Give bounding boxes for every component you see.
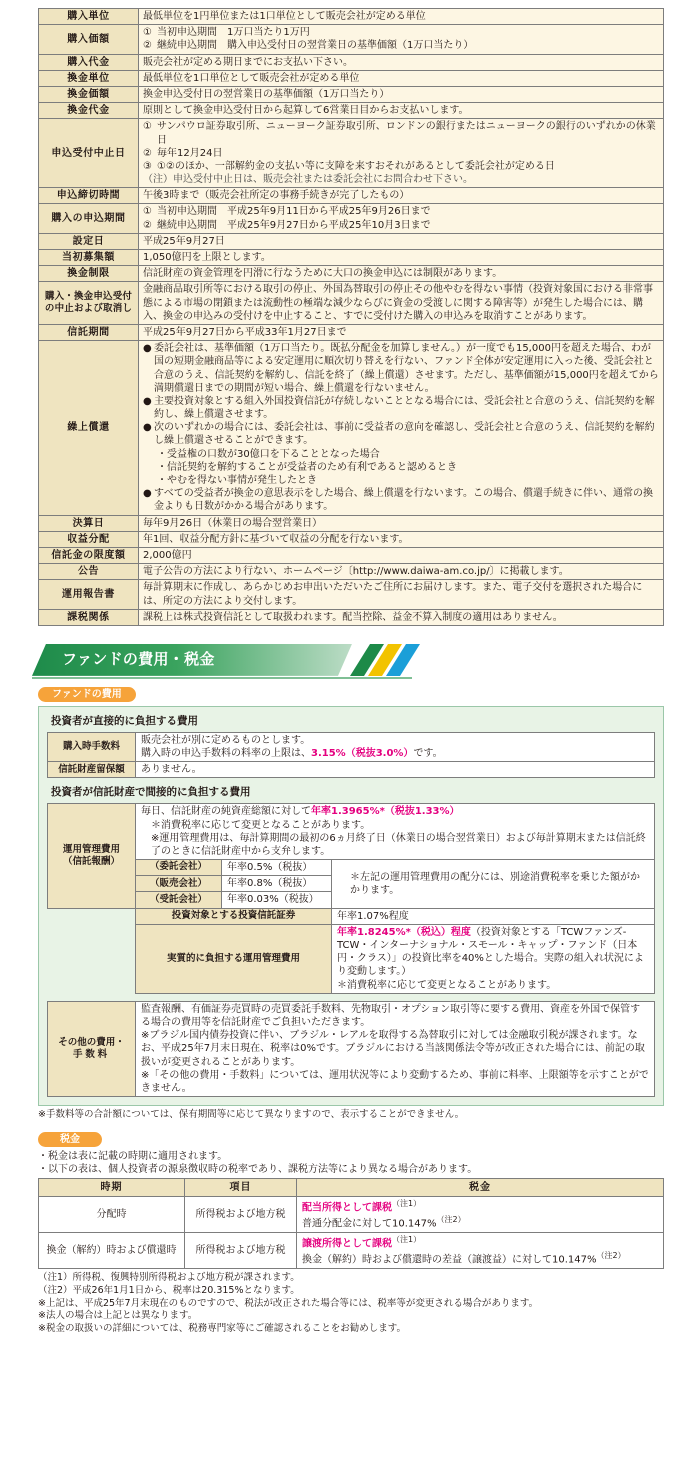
info-row-label: 購入の申込期間 — [39, 204, 139, 233]
direct-cost-table — [47, 732, 655, 779]
info-row-value — [139, 531, 664, 547]
info-line: 電子公告の方法により行ない、ホームページ〔http://www.daiwa-am.co.jp/〕に掲載します。 — [143, 566, 569, 578]
other-fee-note2: ※「その他の費用・手数料」については、運用状況等により変動するため、事前に料率、上限額等を示すことができません。 — [141, 1069, 649, 1094]
tax-row: 換金（解約）時および償還時 所得税および地方税 譲渡所得として課税$^{(注1)}$ 換金（解約）時および償還時の差益（譲渡益）に対して10.147%$^{(注2)}$ — [39, 1233, 664, 1269]
info-row — [39, 341, 664, 515]
tax-note: （注1）所得税、復興特別所得税および地方税が課されます。 — [38, 1272, 300, 1284]
bullet-icon: ● — [143, 395, 152, 407]
info-row-value — [139, 204, 664, 233]
sub-item: ・やむを得ない事情が発生したとき — [157, 475, 317, 486]
tax-header-period: 時期 — [39, 1179, 185, 1197]
tax-intro-2: ・以下の表は、個人投資者の源泉徴収時の税率であり、課税方法等により異なる場合があります。 — [38, 1164, 478, 1175]
breakdown-value-2: 年率0.03%（税抜） — [222, 892, 332, 908]
tax-header-tax: 税金 — [297, 1179, 664, 1197]
info-line: 毎年9月26日（休業日の場合翌営業日） — [143, 517, 323, 529]
info-line: 換金申込受付日の翌営業日の基準価額（1万口当たり） — [143, 88, 390, 100]
numbered-item: ③ ①②のほか、一部解約金の支払い等に支障を来すおそれがあるとして委託会社が定める日 — [143, 160, 555, 172]
tax-item: 所得税および地方税 — [185, 1197, 297, 1233]
info-row — [39, 86, 664, 102]
purchase-fee-line1: 販売会社が別に定めるものとします。 — [141, 734, 311, 746]
info-row-value — [139, 103, 664, 119]
info-line: 販売会社が定める期日までにお支払い下さい。 — [143, 56, 353, 68]
bullet-icon: ● — [143, 343, 152, 355]
info-line: 午後3時まで（販売会社所定の事務手続きが完了したもの） — [143, 190, 410, 202]
info-row — [39, 70, 664, 86]
info-row-label: 申込締切時間 — [39, 188, 139, 204]
numbered-item: ① 当初申込期間 1万口当たり1万円 — [143, 27, 310, 39]
info-row — [39, 9, 664, 25]
info-row — [39, 580, 664, 609]
info-line: 平成25年9月27日から平成33年1月27日まで — [143, 326, 347, 338]
invest-trust-label: 投資対象とする投資信託証券 — [136, 908, 332, 924]
info-line: 課税上は株式投資信託として取扱われます。配当控除、益金不算入制度の適用はありません。 — [143, 611, 563, 623]
sub-item: ・信託契約を解約することが受益者のため有利であると認めるとき — [157, 461, 457, 473]
info-row — [39, 250, 664, 266]
info-row-label: 購入・換金申込受付の中止および取消し — [39, 282, 139, 325]
numbered-item: ② 毎年12月24日 — [143, 147, 223, 159]
mgmt-fee-rate: 年率1.3965%*（税抜1.33%） — [311, 806, 460, 818]
total-fee-note: ※手数料等の合計額については、保有期間等に応じて異なりますので、表示することができません。 — [38, 1109, 465, 1121]
tax-type: 配当所得として課税 — [302, 1202, 392, 1214]
info-line: 原則として換金申込受付日から起算して6営業日目からお支払いします。 — [143, 105, 469, 117]
info-row — [39, 547, 664, 563]
info-row — [39, 204, 664, 233]
info-row — [39, 515, 664, 531]
info-row — [39, 119, 664, 188]
fees-box — [38, 706, 664, 1106]
info-line: 信託財産の資金管理を円滑に行なうために大口の換金申込には制限があります。 — [143, 268, 503, 280]
info-row-value — [139, 250, 664, 266]
info-row-label: 公告 — [39, 564, 139, 580]
info-row-value — [139, 266, 664, 282]
effective-fee-rate: 年率1.8245%*（税込）程度 — [337, 926, 471, 938]
direct-cost-heading: 投資者が直接的に負担する費用 — [51, 715, 198, 728]
retention-row — [48, 762, 655, 778]
info-row-label: 運用報告書 — [39, 580, 139, 609]
fund-info-table — [38, 8, 664, 626]
info-row-label: 申込受付中止日 — [39, 119, 139, 188]
info-row — [39, 188, 664, 204]
info-line: 最低単位を1円単位または1口単位として販売会社が定める単位 — [143, 11, 426, 22]
banner-underline — [32, 677, 412, 679]
tax-rate: 換金（解約）時および償還時の差益（譲渡益）に対して10.147% — [302, 1254, 597, 1266]
tax-type: 譲渡所得として課税 — [302, 1238, 392, 1250]
numbered-item: ① 当初申込期間 平成25年9月11日から平成25年9月26日まで — [143, 206, 431, 218]
info-row — [39, 103, 664, 119]
indirect-cost-table — [47, 803, 655, 993]
info-row-label: 設定日 — [39, 233, 139, 249]
tax-note: （注2）平成26年1月1日から、税率は20.315%となります。 — [38, 1284, 300, 1296]
info-row-label: 信託期間 — [39, 324, 139, 340]
purchase-fee-rate: 3.15%（税抜3.0%） — [311, 748, 414, 760]
tax-rate: 普通分配金に対して10.147% — [302, 1218, 437, 1230]
bullet-item: ● すべての受益者が換金の意思表示をした場合、繰上償還を行ないます。この場合、償還手続きに伴い、通常の換金よりも日数がかかる場合があります。 — [143, 488, 653, 513]
info-row-value — [139, 580, 664, 609]
tax-intro-1: ・税金は表に記載の時期に適用されます。 — [38, 1150, 228, 1162]
effective-fee-label: 実質的に負担する運用管理費用 — [136, 924, 332, 993]
info-row-label: 換金代金 — [39, 103, 139, 119]
info-line: 毎計算期末に作成し、あらかじめお申出いただいたご住所にお届けします。また、電子交付を選択された場合には、所定の方法により交付します。 — [143, 582, 643, 607]
info-row-label: 換金価額 — [39, 86, 139, 102]
indirect-cost-heading: 投資者が信託財産で間接的に負担する費用 — [51, 786, 251, 799]
purchase-fee-row — [48, 732, 655, 761]
effective-fee-row — [48, 924, 655, 993]
other-fee-label: その他の費用・ 手数料 — [48, 1001, 136, 1096]
info-row-value — [139, 547, 664, 563]
tax-header-row — [39, 1179, 664, 1197]
info-row-label: 繰上償還 — [39, 341, 139, 515]
info-line: 1,050億円を上限とします。 — [143, 252, 271, 263]
breakdown-value-0: 年率0.5%（税抜） — [222, 860, 332, 876]
info-row-value — [139, 324, 664, 340]
mgmt-fee-line1: 毎日、信託財産の純資産総額に対して年率1.3965%*（税抜1.33%） — [141, 806, 460, 818]
tax-period: 分配時 — [39, 1197, 185, 1233]
bullet-item: ● 委託会社は、基準価額（1万口当たり。既払分配金を加算しません。）が一度でも15,000円を超えた場合、わが国の短期金融商品等による安定運用に順次切り替えを行ない、ファンド全体が安定運用に入った後、受託会社と合意のうえ、信託契約を解約し、信託を終了（繰上償還）させます。ただし、基準価額が15,000円を超えてから満期償還日までの期間が短い場合、繰上償還を行ないません。 — [143, 343, 659, 394]
bullet-item: ● 主要投資対象とする組入外国投資信託が存続しないこととなる場合には、受託会社と合意のうえ、信託契約を解約し、繰上償還させます。 — [143, 395, 655, 421]
info-row-value — [139, 9, 664, 25]
info-row-label: 換金単位 — [39, 70, 139, 86]
info-row-value — [139, 341, 664, 515]
effective-fee-text: 年率1.8245%*（税込）程度（投資対象とする「TCWファンズ-TCW・インターナショナル・スモール・キャップ・ファンド（日本円・クラス）」の投資比率を40%とした場合。実際の組入れ状況により変動します。） — [337, 926, 644, 978]
other-fee-line1: 監査報酬、有価証券売買時の売買委託手数料、先物取引・オプション取引等に要する費用、資産を外国で保管する場合の費用等を信託財産でご負担いただきます。 — [141, 1003, 641, 1028]
info-row-value — [139, 86, 664, 102]
info-row-label: 課税関係 — [39, 609, 139, 625]
info-row-label: 当初募集額 — [39, 250, 139, 266]
sub-item: ・受益権の口数が30億口を下ることとなった場合 — [157, 448, 380, 460]
effective-fee-note: ＊消費税率に応じて変更となることがあります。 — [337, 979, 557, 991]
tax-table — [38, 1178, 664, 1269]
tax-row: 分配時 所得税および地方税 配当所得として課税$^{(注1)}$ 普通分配金に対して10.147%$^{(注2)}$ — [39, 1197, 664, 1233]
info-row-value — [139, 609, 664, 625]
tax-section — [38, 1132, 664, 1335]
tax-notes — [38, 1272, 664, 1335]
tax-note: ※税金の取扱いの詳細については、税務専門家等にご確認されることをお勧めします。 — [38, 1322, 407, 1334]
info-row-value — [139, 70, 664, 86]
breakdown-label-1: （販売会社） — [136, 876, 222, 892]
breakdown-value-1: 年率0.8%（税抜） — [222, 876, 332, 892]
info-row — [39, 324, 664, 340]
breakdown-row — [48, 860, 655, 876]
other-fee-row — [48, 1001, 655, 1096]
info-row — [39, 609, 664, 625]
bullet-item: ● 次のいずれかの場合には、委託会社は、事前に受益者の意向を確認し、受託会社と合意のうえ、信託契約を解約し繰上償還させることができます。 — [143, 422, 655, 447]
info-row-label: 信託金の限度額 — [39, 547, 139, 563]
info-row-value — [139, 119, 664, 188]
info-row-value — [139, 54, 664, 70]
info-note: （注）申込受付中止日は、販売会社または委託会社にお問合わせ下さい。 — [143, 174, 473, 186]
info-row — [39, 564, 664, 580]
section-banner — [38, 644, 664, 684]
info-row — [39, 54, 664, 70]
info-row — [39, 266, 664, 282]
invest-trust-row — [48, 908, 655, 924]
purchase-fee-line2: 購入時の申込手数料の料率の上限は、3.15%（税抜3.0%）です。 — [141, 748, 443, 760]
numbered-item: ② 継続申込期間 平成25年9月27日から平成25年10月3日まで — [143, 219, 431, 231]
tax-header-item: 項目 — [185, 1179, 297, 1197]
numbered-item: ① サンパウロ証券取引所、ニューヨーク証券取引所、ロンドンの銀行またはニューヨークの銀行のいずれかの休業日 — [143, 121, 656, 146]
info-row-value — [139, 188, 664, 204]
info-row-value — [139, 564, 664, 580]
info-row-value — [139, 515, 664, 531]
info-row-label: 購入単位 — [39, 9, 139, 25]
tax-period: 換金（解約）時および償還時 — [39, 1233, 185, 1269]
tax-pill-label: 税金 — [38, 1132, 102, 1147]
info-row-label: 換金制限 — [39, 266, 139, 282]
info-row — [39, 531, 664, 547]
info-line: 年1回、収益分配方針に基づいて収益の分配を行ないます。 — [143, 533, 409, 545]
bullet-icon: ● — [143, 488, 152, 500]
info-line: 金融商品取引所等における取引の停止、外国為替取引の停止その他やむを得ない事情（投資対象国における非常事態による市場の閉鎖または流動性の極端な減少ならびに資金の受渡しに関する障害等）が発生した場合には、購入、換金の申込みの受付けを中止すること、すでに受付けた購入の申込みを取消すことがあります。 — [143, 284, 653, 322]
retention-label: 信託財産留保額 — [48, 762, 136, 778]
breakdown-label-0: （委託会社） — [136, 860, 222, 876]
mgmt-fee-label: 運用管理費用 （信託報酬） — [48, 804, 136, 908]
other-cost-table — [47, 1001, 655, 1097]
info-row-label: 収益分配 — [39, 531, 139, 547]
invest-trust-value: 年率1.07%程度 — [332, 908, 655, 924]
purchase-fee-label: 購入時手数料 — [48, 732, 136, 761]
fees-pill-label: ファンドの費用 — [38, 687, 136, 702]
info-row — [39, 233, 664, 249]
tax-item: 所得税および地方税 — [185, 1233, 297, 1269]
info-row — [39, 282, 664, 325]
info-row — [39, 25, 664, 54]
info-line: 平成25年9月27日 — [143, 235, 225, 247]
mgmt-fee-row — [48, 804, 655, 860]
info-row-label: 購入価額 — [39, 25, 139, 54]
other-fee-note1: ※ブラジル国内債券投資に伴い、ブラジル・レアルを取得する為替取引に対しては金融取引税が課されます。なお、平成25年7月末日現在、税率は0%です。ブラジルにおける当該関係法令等が改正された場合には、前記の取扱いが変更されることがあります。 — [141, 1030, 645, 1068]
info-row-value — [139, 233, 664, 249]
info-line: 最低単位を1口単位として販売会社が定める単位 — [143, 72, 360, 84]
info-row-label: 購入代金 — [39, 54, 139, 70]
info-row-value — [139, 25, 664, 54]
retention-value: ありません。 — [136, 762, 655, 778]
mgmt-fee-note2: ※運用管理費用は、毎計算期間の最初の6ヵ月終了日（休業日の場合翌営業日）および毎計算期末または信託終了のときに信託財産中から支弁します。 — [151, 832, 646, 857]
breakdown-label-2: （受託会社） — [136, 892, 222, 908]
info-line: 2,000億円 — [143, 549, 192, 561]
mgmt-fee-note1: ＊消費税率に応じて変更となることがあります。 — [151, 819, 371, 831]
info-row-label: 決算日 — [39, 515, 139, 531]
info-row-value — [139, 282, 664, 325]
breakdown-note: ＊左記の運用管理費用の配分には、別途消費税率を乗じた額がかかります。 — [332, 860, 655, 909]
tax-note: ※法人の場合は上記とは異なります。 — [38, 1310, 198, 1322]
bullet-icon: ● — [143, 422, 152, 434]
numbered-item: ② 継続申込期間 購入申込受付日の翌営業日の基準価額（1万口当たり） — [143, 40, 474, 52]
banner-title: ファンドの費用・税金 — [62, 649, 215, 668]
tax-note: ※上記は、平成25年7月末現在のものですので、税法が改正された場合等には、税率等が変更される場合があります。 — [38, 1297, 539, 1309]
